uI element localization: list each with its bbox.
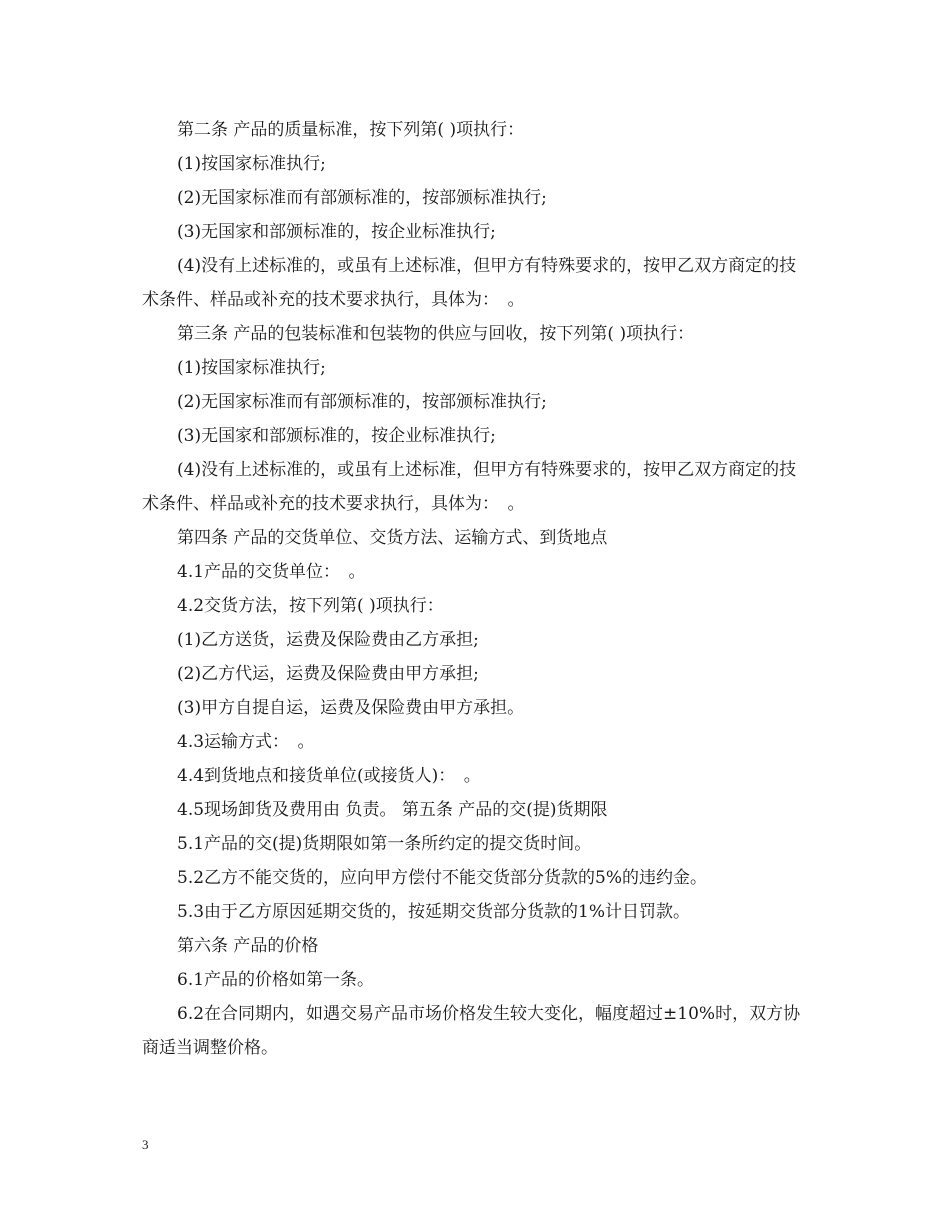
paragraph: 4.1产品的交货单位： 。 [177, 562, 366, 582]
paragraph: 4.4到货地点和接货单位(或接货人)： 。 [177, 766, 481, 786]
paragraph: (2)无国家标准而有部颁标准的，按部颁标准执行; [177, 392, 547, 412]
page-number: 3 [142, 1137, 149, 1152]
paragraph: 4.2交货方法，按下列第( )项执行： [177, 596, 444, 616]
paragraph: (2)无国家标准而有部颁标准的，按部颁标准执行; [177, 188, 547, 208]
document-body [142, 113, 812, 1065]
paragraph: (3)甲方自提自运，运费及保险费由甲方承担。 [177, 698, 525, 718]
paragraph: (4)没有上述标准的，或虽有上述标准，但甲方有特殊要求的，按甲乙双方商定的技术条件、样品或补充的技术要求执行，具体为： 。 [142, 256, 797, 310]
paragraph: (1)按国家标准执行; [177, 358, 326, 378]
paragraph: 6.2在合同期内，如遇交易产品市场价格发生较大变化，幅度超过±10%时，双方协商适当调整价格。 [142, 1004, 801, 1058]
paragraph: 第四条 产品的交货单位、交货方法、运输方式、到货地点 [177, 528, 608, 548]
paragraph: 第六条 产品的价格 [177, 936, 319, 956]
paragraph: (1)乙方送货，运费及保险费由乙方承担; [177, 630, 479, 650]
paragraph: (3)无国家和部颁标准的，按企业标准执行; [177, 222, 496, 242]
paragraph: (3)无国家和部颁标准的，按企业标准执行; [177, 426, 496, 446]
paragraph: 5.3由于乙方原因延期交货的，按延期交货部分货款的1%计日罚款。 [177, 902, 691, 922]
paragraph: 4.5现场卸货及费用由 负责。 第五条 产品的交(提)货期限 [177, 800, 608, 820]
paragraph: (2)乙方代运，运费及保险费由甲方承担; [177, 664, 479, 684]
paragraph: 5.1产品的交(提)货期限如第一条所约定的提交货时间。 [177, 834, 592, 854]
paragraph: (4)没有上述标准的，或虽有上述标准，但甲方有特殊要求的，按甲乙双方商定的技术条件、样品或补充的技术要求执行，具体为： 。 [142, 460, 797, 514]
paragraph: 5.2乙方不能交货的，应向甲方偿付不能交货部分货款的5%的违约金。 [177, 868, 708, 888]
paragraph: 第二条 产品的质量标准，按下列第( )项执行： [177, 120, 525, 140]
paragraph: 6.1产品的价格如第一条。 [177, 970, 375, 990]
paragraph: 第三条 产品的包装标准和包装物的供应与回收，按下列第( )项执行： [177, 324, 695, 344]
paragraph: 4.3运输方式： 。 [177, 732, 315, 752]
paragraph: (1)按国家标准执行; [177, 154, 326, 174]
